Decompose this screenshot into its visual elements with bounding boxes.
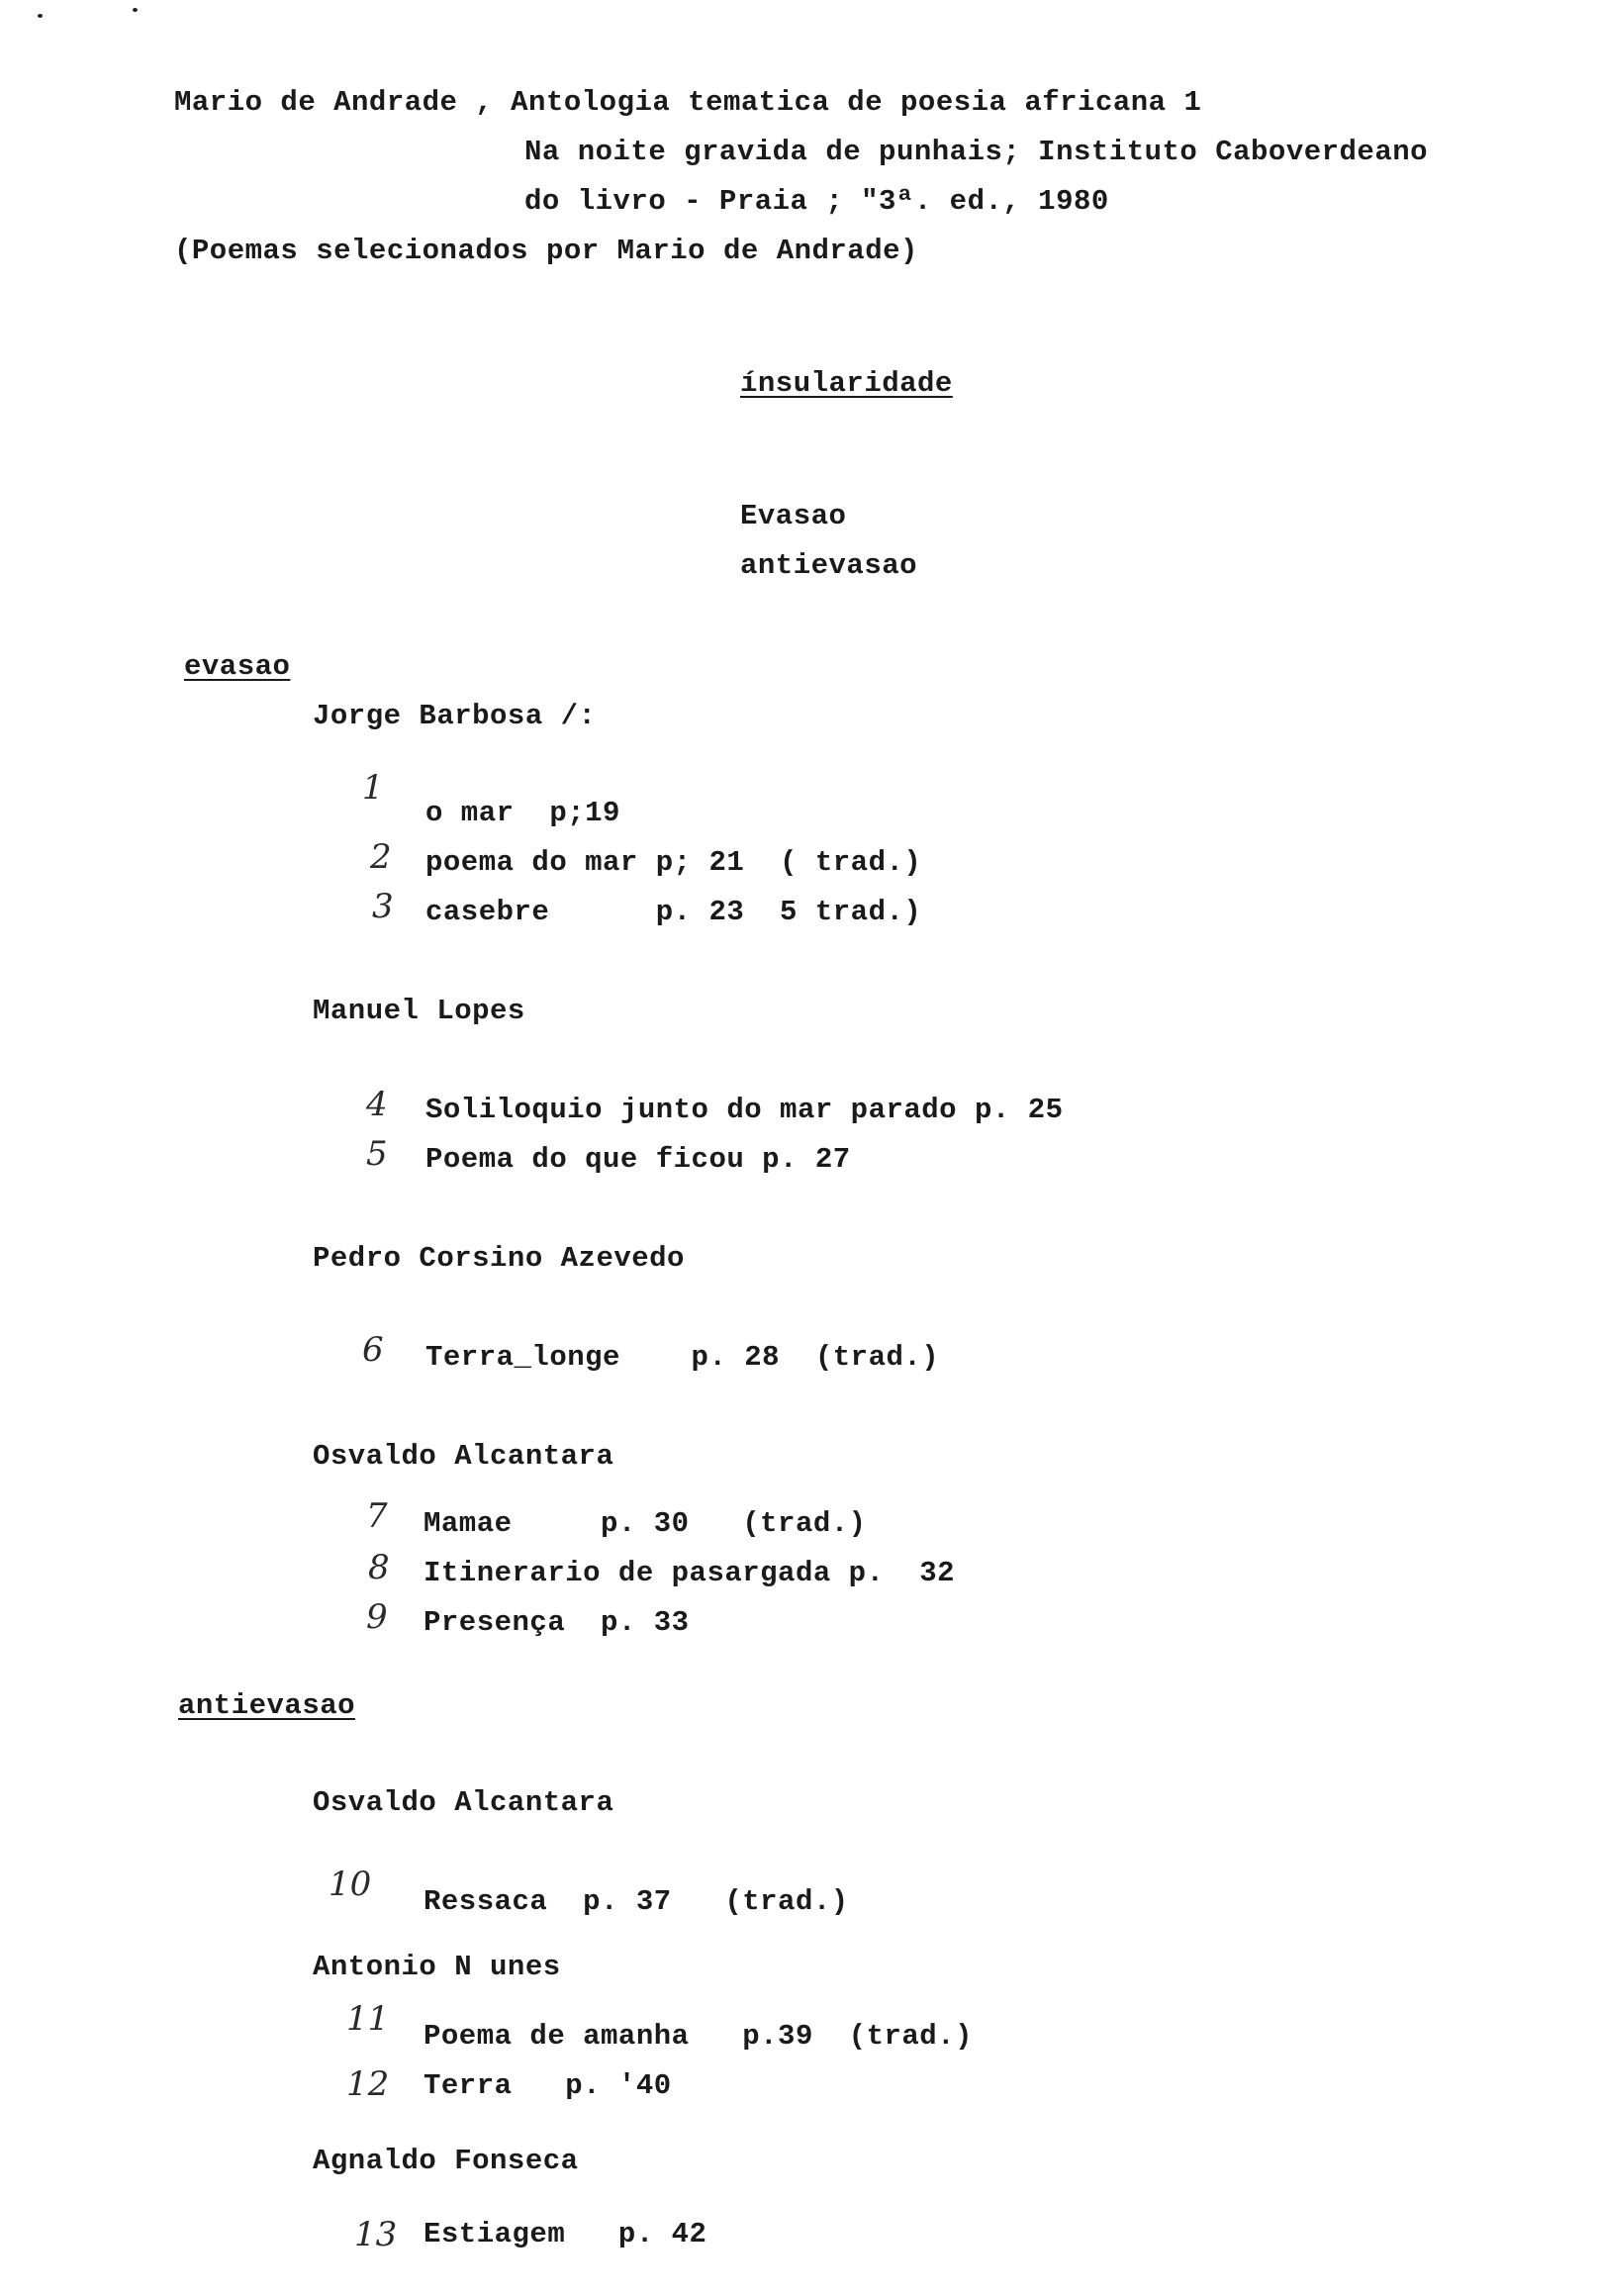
poem-entry: Poema do que ficou p. 27	[425, 1143, 851, 1176]
author-name: Agnaldo Fonseca	[313, 2145, 579, 2177]
handwritten-number: 13	[354, 2215, 398, 2254]
handwritten-number: 1	[362, 768, 384, 808]
author-name: Jorge Barbosa /:	[313, 700, 597, 732]
page-title: ínsularidade	[740, 367, 953, 400]
poem-entry: poema do mar p; 21 ( trad.)	[425, 846, 922, 879]
handwritten-number: 12	[346, 2064, 390, 2104]
subtitle-antievasao: antievasao	[740, 549, 918, 582]
handwritten-number: 6	[362, 1330, 384, 1370]
handwritten-number: 2	[370, 837, 392, 877]
handwritten-number: 9	[366, 1597, 388, 1637]
handwritten-number: 11	[346, 1999, 390, 2039]
handwritten-number: 10	[329, 1865, 372, 1904]
citation-note: (Poemas selecionados por Mario de Andrade)	[174, 235, 918, 267]
author-name: Antonio N unes	[313, 1951, 561, 1983]
handwritten-number: 4	[366, 1085, 388, 1124]
author-name: Manuel Lopes	[313, 995, 525, 1027]
section-heading-antievasao: antievasao	[178, 1689, 356, 1722]
poem-entry: Itinerario de pasargada p. 32	[423, 1557, 956, 1589]
author-name: Osvaldo Alcantara	[313, 1786, 614, 1819]
poem-entry: Mamae p. 30 (trad.)	[423, 1507, 867, 1540]
author-name: Osvaldo Alcantara	[313, 1440, 614, 1473]
poem-entry: o mar p;19	[425, 797, 620, 829]
citation-line-3: do livro - Praia ; "3ª. ed., 1980	[524, 185, 1109, 218]
section-heading-evasao: evasao	[184, 650, 291, 683]
poem-entry: Poema de amanha p.39 (trad.)	[423, 2020, 973, 2053]
poem-entry: Terra p. '40	[423, 2069, 672, 2102]
poem-entry: Estiagem p. 42	[423, 2218, 707, 2250]
handwritten-number: 8	[368, 1548, 390, 1587]
citation-line-1: Mario de Andrade , Antologia tematica de poesia africana 1	[174, 86, 1202, 119]
stray-mark	[38, 14, 43, 18]
stray-mark	[133, 8, 138, 12]
handwritten-number: 3	[372, 887, 394, 926]
subtitle-evasao: Evasao	[740, 500, 847, 532]
poem-entry: Ressaca p. 37 (trad.)	[423, 1885, 849, 1918]
handwritten-number: 7	[366, 1496, 388, 1536]
poem-entry: casebre p. 23 5 trad.)	[425, 896, 922, 928]
poem-entry: Terra_longe p. 28 (trad.)	[425, 1341, 940, 1374]
handwritten-number: 5	[366, 1134, 388, 1174]
poem-entry: Soliloquio junto do mar parado p. 25	[425, 1094, 1064, 1126]
author-name: Pedro Corsino Azevedo	[313, 1242, 685, 1275]
citation-line-2: Na noite gravida de punhais; Instituto Caboverdeano	[524, 136, 1429, 168]
poem-entry: Presença p. 33	[423, 1606, 690, 1639]
